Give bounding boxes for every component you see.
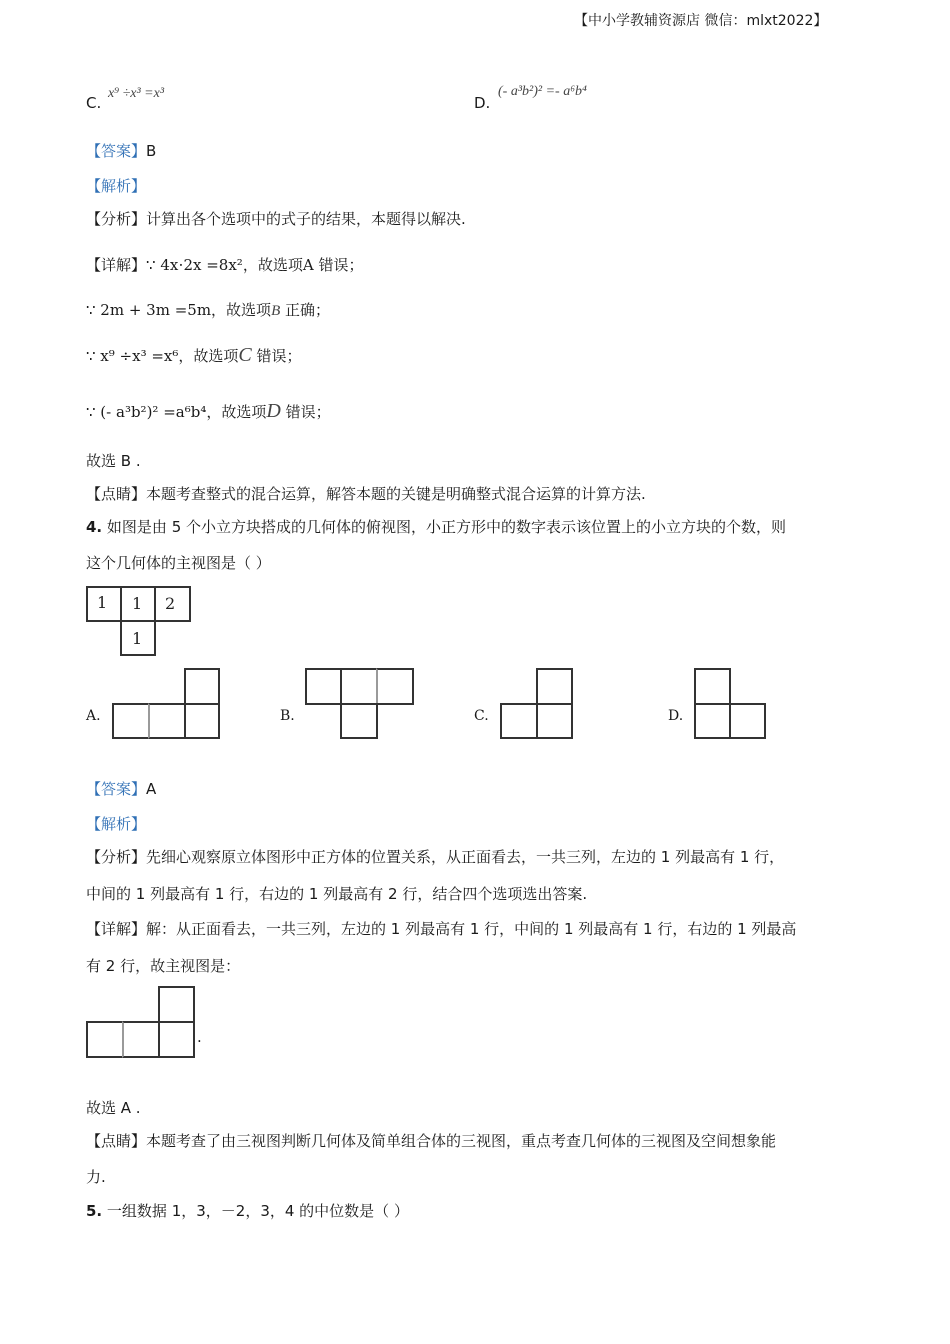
cube-square: [112, 703, 150, 739]
detail-4-option: D: [266, 400, 281, 422]
fenxi-tag: 【分析】: [86, 210, 147, 228]
option-c-label: C.: [86, 94, 102, 112]
option-d-label: D.: [668, 708, 684, 724]
q3-detail-line-3: [86, 344, 302, 367]
option-a-label: A.: [86, 708, 101, 724]
detail-3-prefix: ∵ x⁹ ÷x³ =x⁶，故选项: [86, 347, 239, 365]
q3-detail-line-4: [86, 400, 331, 423]
q5-number: 5.: [86, 1202, 103, 1220]
q5-stem: [86, 1200, 409, 1221]
detail-2-prefix: ∵ 2m + 3m =5m，故选项: [86, 301, 272, 319]
dianjing-tag: 【点睛】: [86, 485, 147, 503]
cube-square: [158, 1021, 195, 1058]
dianjing-text: 本题考查整式的混合运算，解答本题的关键是明确整式混合运算的计算方法.: [146, 485, 646, 503]
fenxi-text: 计算出各个选项中的式子的结果，本题得以解决.: [146, 210, 466, 228]
detail-1-prefix: ∵ 4x⋅2x =8x²，故选项: [146, 256, 303, 274]
figure-period: .: [197, 1028, 202, 1046]
detail-3-option: C: [238, 344, 252, 366]
q3-fenxi: [86, 208, 466, 229]
grid-number: 1: [132, 629, 143, 648]
q4-dianjing-line-2: 力.: [86, 1168, 106, 1186]
grid-number: 1: [132, 594, 143, 613]
q4-number: 4.: [86, 518, 103, 536]
q4-fenxi-line-2: 中间的 1 列最高有 1 行，右边的 1 列最高有 2 行，结合四个选项选出答案.: [86, 885, 588, 903]
detail-2-option: B: [271, 303, 281, 319]
cube-square: [305, 668, 342, 705]
cube-square: [376, 668, 414, 705]
grid-number: 1: [97, 593, 108, 612]
xiangjie-tag: 【详解】: [86, 920, 147, 938]
q4-dianjing-line-1: [86, 1130, 776, 1151]
cube-square: [184, 703, 220, 739]
cube-square: [340, 668, 378, 705]
q4-analysis-tag: 【解析】: [86, 815, 147, 833]
q4-stem-line-1: [86, 516, 786, 537]
detail-3-suffix: 错误；: [251, 347, 302, 365]
fenxi-tag: 【分析】: [86, 848, 147, 866]
answer-value: A: [146, 780, 157, 798]
q4-fenxi-line-1: [86, 846, 784, 867]
dianjing-tag: 【点睛】: [86, 1132, 147, 1150]
q4-answer: [86, 778, 156, 799]
cube-square: [122, 1021, 160, 1058]
answer-tag: 【答案】: [86, 142, 147, 160]
cube-square: [86, 1021, 124, 1058]
cube-square: [148, 703, 186, 739]
q4-stem-text-1: 如图是由 5 个小立方块搭成的几何体的俯视图，小正方形中的数字表示该位置上的小立方块的个数，则: [106, 518, 787, 536]
answer-tag: 【答案】: [86, 780, 147, 798]
header-watermark: 【中小学教辅资源店 微信：mlxt2022】: [574, 13, 828, 29]
option-c-expression: x⁹ ÷x³ =x³: [108, 86, 165, 101]
q4-detail-line-1: [86, 918, 796, 939]
xiangjie-tag: 【详解】: [86, 256, 147, 274]
option-c-label: C.: [474, 708, 489, 724]
answer-value: B: [146, 142, 157, 160]
cube-square: [694, 703, 731, 739]
option-d-expression: (- a³b²)² =- a⁶b⁴: [498, 84, 587, 99]
option-d-label: D.: [474, 94, 491, 112]
detail-1-suffix: 错误；: [313, 256, 364, 274]
detail-4-suffix: 错误；: [280, 403, 331, 421]
dianjing-text-1: 本题考查了由三视图判断几何体及简单组合体的三视图，重点考查几何体的三视图及空间想象能: [146, 1132, 777, 1150]
option-b-label: B.: [280, 708, 295, 724]
cube-square: [340, 703, 378, 739]
cube-square: [184, 668, 220, 705]
q3-detail-line-1: [86, 254, 363, 275]
q5-stem-text: 一组数据 1，3，－2，3，4 的中位数是（ ）: [106, 1202, 409, 1220]
xiangjie-text-1: 解：从正面看去，一共三列，左边的 1 列最高有 1 行，中间的 1 列最高有 1 行，右边的 1 列最高: [146, 920, 797, 938]
detail-2-suffix: 正确；: [280, 301, 331, 319]
q3-analysis-tag: 【解析】: [86, 177, 147, 195]
cube-square: [536, 703, 573, 739]
detail-1-option: A: [302, 256, 314, 274]
q4-stem-line-2: 这个几何体的主视图是（ ）: [86, 554, 271, 572]
cube-square: [158, 986, 195, 1023]
q4-detail-line-2: 有 2 行，故主视图是：: [86, 957, 241, 975]
grid-number: 2: [165, 594, 176, 613]
q4-conclusion: 故选 A .: [86, 1099, 141, 1117]
cube-square: [729, 703, 766, 739]
cube-square: [536, 668, 573, 705]
cube-square: [694, 668, 731, 705]
fenxi-text-1: 先细心观察原立体图形中正方体的位置关系，从正面看去，一共三列，左边的 1 列最高有 1 行，: [146, 848, 785, 866]
cube-square: [500, 703, 538, 739]
q3-dianjing: [86, 483, 646, 504]
q3-conclusion: 故选 B .: [86, 452, 141, 470]
q3-answer: [86, 140, 156, 161]
q3-detail-line-2: [86, 299, 330, 320]
detail-4-prefix: ∵ (- a³b²)² =a⁶b⁴，故选项: [86, 403, 267, 421]
